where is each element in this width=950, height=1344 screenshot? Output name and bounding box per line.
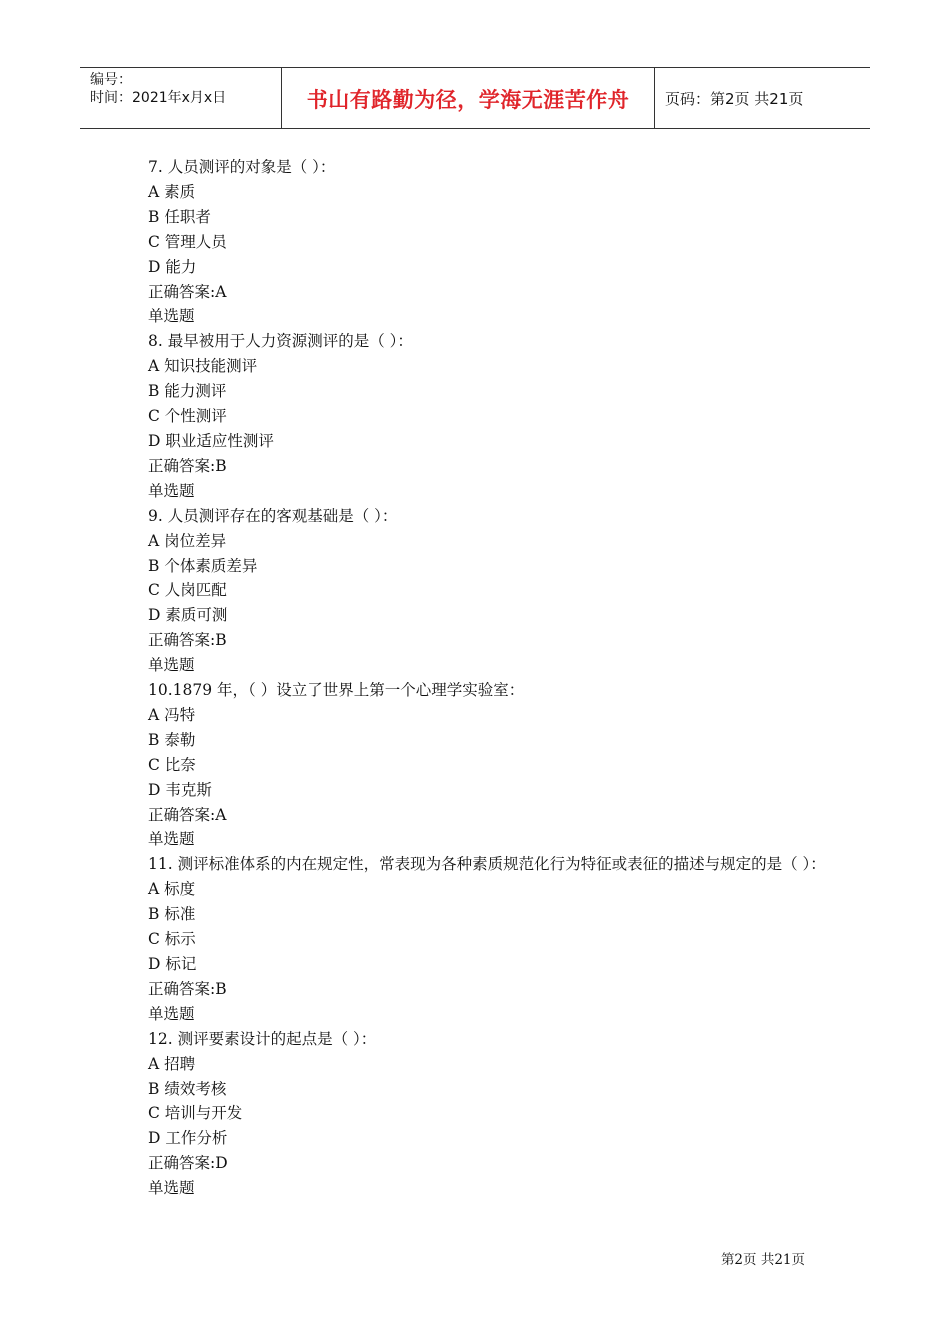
question-item bbox=[148, 678, 828, 852]
option-item: D 韦克斯 bbox=[148, 780, 212, 799]
answer-text: 正确答案:A bbox=[148, 282, 227, 301]
question-type: 单选题 bbox=[148, 656, 195, 675]
question-text: 10.1879 年，（ ）设立了世界上第一个心理学实验室： bbox=[148, 681, 525, 700]
option-item: B 任职者 bbox=[148, 207, 211, 226]
option-item: D 标记 bbox=[148, 955, 197, 973]
option-item: C 比奈 bbox=[148, 755, 196, 774]
question-item bbox=[148, 155, 828, 329]
option-item: A 岗位差异 bbox=[148, 531, 227, 550]
question-type: 单选题 bbox=[148, 307, 195, 326]
answer-text: 正确答案:D bbox=[148, 1154, 228, 1173]
question-item bbox=[148, 852, 828, 1026]
time-label: 时间：2021年x月x日 bbox=[90, 90, 227, 106]
option-item: B 绩效考核 bbox=[148, 1079, 227, 1098]
option-item: A 标度 bbox=[148, 880, 196, 899]
option-item: C 人岗匹配 bbox=[148, 581, 227, 600]
question-type: 单选题 bbox=[148, 1004, 195, 1023]
header-motto: 书山有路勤为径，学海无涯苦作舟 bbox=[282, 68, 655, 128]
option-item: A 素质 bbox=[148, 182, 196, 201]
question-list bbox=[148, 155, 828, 1201]
page-footer: 第2页 共21页 bbox=[720, 1252, 805, 1268]
answer-text: 正确答案:B bbox=[148, 979, 227, 998]
option-item: A 招聘 bbox=[148, 1054, 196, 1073]
question-text: 9. 人员测评存在的客观基础是（ ）： bbox=[148, 506, 398, 525]
option-item: A 冯特 bbox=[148, 705, 196, 724]
header-meta bbox=[80, 68, 282, 128]
option-item: C 标示 bbox=[148, 930, 196, 949]
question-type: 单选题 bbox=[148, 1179, 195, 1198]
answer-text: 正确答案:B bbox=[148, 456, 227, 475]
page-header bbox=[80, 67, 870, 129]
option-item: A 知识技能测评 bbox=[148, 357, 258, 376]
option-item: B 标准 bbox=[148, 905, 196, 924]
header-page-info: 页码：第2页 共21页 bbox=[665, 89, 804, 108]
question-text: 11. 测评标准体系的内在规定性，常表现为各种素质规范化行为特征或表征的描述与规定的是（ ）： bbox=[148, 855, 826, 874]
question-type: 单选题 bbox=[148, 481, 195, 500]
option-item: C 管理人员 bbox=[148, 232, 227, 251]
question-item bbox=[148, 504, 828, 678]
number-label: 编号： bbox=[90, 72, 132, 88]
option-item: D 能力 bbox=[148, 257, 197, 276]
answer-text: 正确答案:A bbox=[148, 805, 227, 824]
option-item: B 泰勒 bbox=[148, 730, 196, 749]
question-text: 8. 最早被用于人力资源测评的是（ ）： bbox=[148, 332, 413, 351]
question-text: 7. 人员测评的对象是（ ）： bbox=[148, 158, 336, 176]
option-item: B 能力测评 bbox=[148, 382, 227, 401]
question-item bbox=[148, 329, 828, 503]
option-item: D 工作分析 bbox=[148, 1129, 228, 1148]
option-item: C 培训与开发 bbox=[148, 1104, 243, 1123]
question-item bbox=[148, 1027, 828, 1201]
answer-text: 正确答案:B bbox=[148, 631, 227, 650]
option-item: D 素质可测 bbox=[148, 606, 228, 625]
option-item: D 职业适应性测评 bbox=[148, 431, 274, 450]
option-item: C 个性测评 bbox=[148, 407, 227, 426]
question-text: 12. 测评要素设计的起点是（ ）： bbox=[148, 1029, 377, 1048]
question-type: 单选题 bbox=[148, 830, 195, 849]
option-item: B 个体素质差异 bbox=[148, 556, 258, 575]
